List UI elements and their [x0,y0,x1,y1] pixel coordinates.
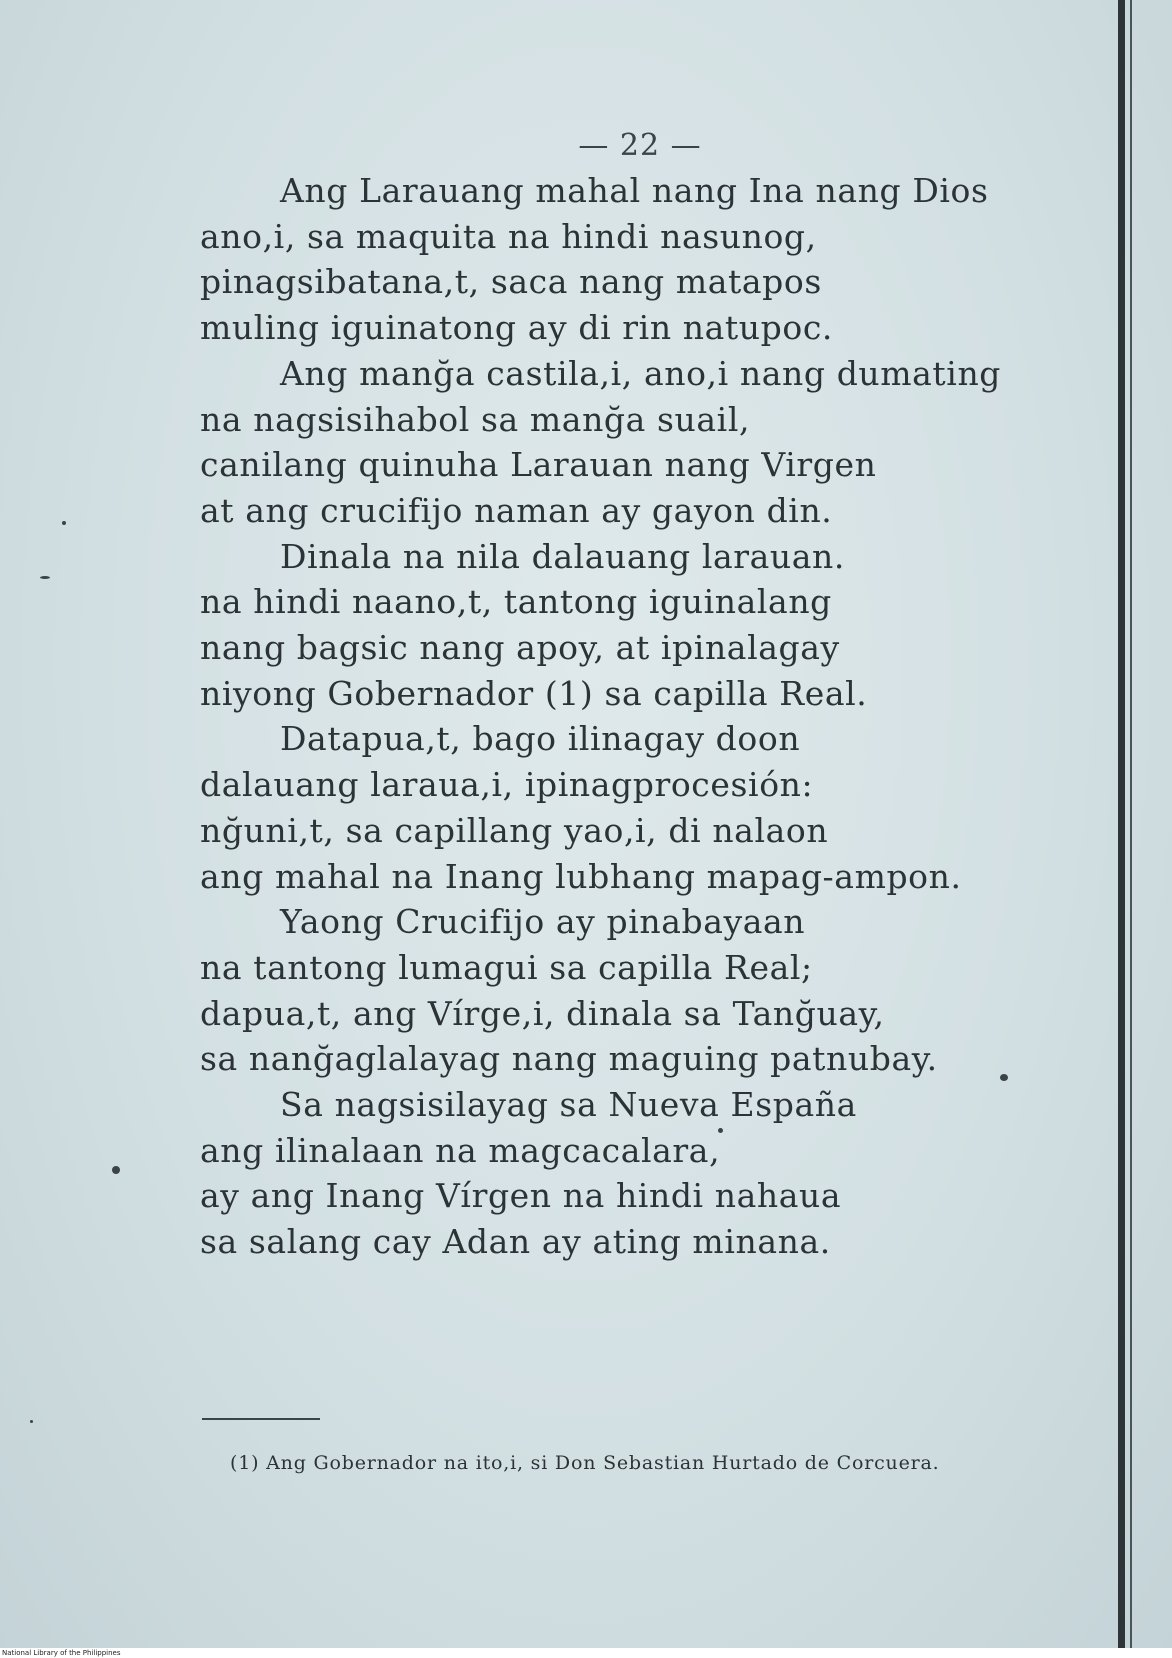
verse-line: dapua,t, ang Vírge,i, dinala sa Tanğuay, [200,993,885,1033]
page-number: — 22 — [578,128,702,163]
verse-line: ano,i, sa maquita na hindi nasunog, [200,216,817,256]
stanza [200,899,1080,1082]
speck [40,576,50,579]
verse-line: Sa nagsisilayag sa Nueva España [280,1085,857,1125]
poem-body [200,168,1080,1265]
verse-line: at ang crucifijo naman ay gayon din. [200,490,833,530]
stanza [200,168,1080,351]
verse-line: nang bagsic nang apoy, at ipinalagay [200,628,840,668]
bottom-strip [0,1648,1172,1658]
verse-line: ang mahal na Inang lubhang mapag-ampon. [200,856,962,896]
verse-line: pinagsibatana,t, saca nang matapos [200,262,822,302]
page-edge-rule [1118,0,1125,1648]
verse-line: ay ang Inang Vírgen na hindi nahaua [200,1176,842,1216]
stanza [200,351,1080,534]
verse-line: muling iguinatong ay di rin natupoc. [200,308,833,348]
verse-line: na hindi naano,t, tantong iguinalang [200,582,832,622]
verse-line: nğuni,t, sa capillang yao,i, di nalaon [200,810,829,850]
verse-line: na tantong lumagui sa capilla Real; [200,947,813,987]
library-credit: National Library of the Philippines [2,1649,121,1657]
verse-line: niyong Gobernador (1) sa capilla Real. [200,673,868,713]
stanza [200,716,1080,899]
verse-line: dalauang laraua,i, ipinagprocesión: [200,765,814,805]
stanza [200,534,1080,717]
verse-line: Dinala na nila dalauang larauan. [280,536,845,576]
speck [62,521,66,525]
speck [112,1166,120,1174]
verse-line: sa nanğaglalayag nang maguing patnubay. [200,1039,938,1079]
verse-line: Yaong Crucifijo ay pinabayaan [280,902,806,942]
verse-line: Datapua,t, bago ilinagay doon [280,719,801,759]
verse-line: na nagsisihabol sa manğa suail, [200,399,751,439]
verse-line: canilang quinuha Larauan nang Virgen [200,445,877,485]
footnote: (1) Ang Gobernador na ito,i, si Don Sebastian Hurtado de Corcuera. [230,1452,940,1474]
stanza [200,1082,1080,1265]
footnote-divider [202,1418,320,1420]
verse-line: Ang manğa castila,i, ano,i nang dumating [280,353,1002,393]
verse-line: Ang Larauang mahal nang Ina nang Dios [280,171,989,210]
page-edge-rule-thin [1130,0,1132,1648]
speck [30,1420,33,1423]
verse-line: ang ilinalaan na magcacalara, [200,1130,721,1170]
verse-line: sa salang cay Adan ay ating minana. [200,1222,831,1262]
